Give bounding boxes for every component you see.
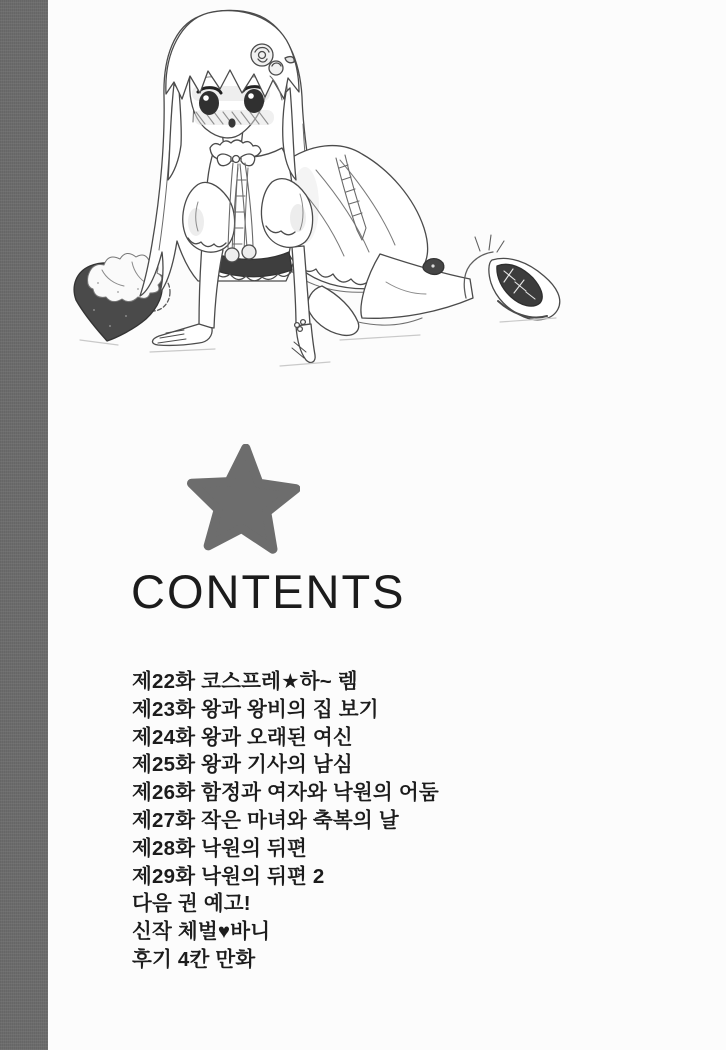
laced-shoe (464, 235, 560, 320)
toc-item: 제24화 왕과 오래된 여신 (132, 725, 353, 749)
toc-item: 다음 권 예고! (132, 892, 251, 916)
mouth (228, 118, 235, 127)
toc-item: 제22화 코스프레★하~ 렘 (132, 670, 358, 693)
toc-item: 제29화 낙원의 뒤편 2 (132, 864, 325, 888)
toc-item: 제25화 왕과 기사의 남심 (132, 753, 353, 777)
toc-item: 신작 체벌♥바니 (132, 920, 271, 944)
toc-item: 제27화 작은 마녀와 축복의 날 (132, 808, 399, 832)
floor-shadows (80, 318, 556, 366)
toc-item: 제26화 함정과 여자와 낙원의 어둠 (132, 781, 439, 805)
star-icon (186, 444, 300, 558)
toc-item: 제28화 낙원의 뒤편 (132, 836, 308, 860)
toc-item: 제23화 왕과 왕비의 집 보기 (132, 697, 379, 721)
manga-illustration (0, 0, 726, 380)
toc-list (132, 668, 439, 974)
toc-item: 후기 4칸 만화 (132, 947, 256, 971)
contents-title: CONTENTS (131, 565, 406, 618)
